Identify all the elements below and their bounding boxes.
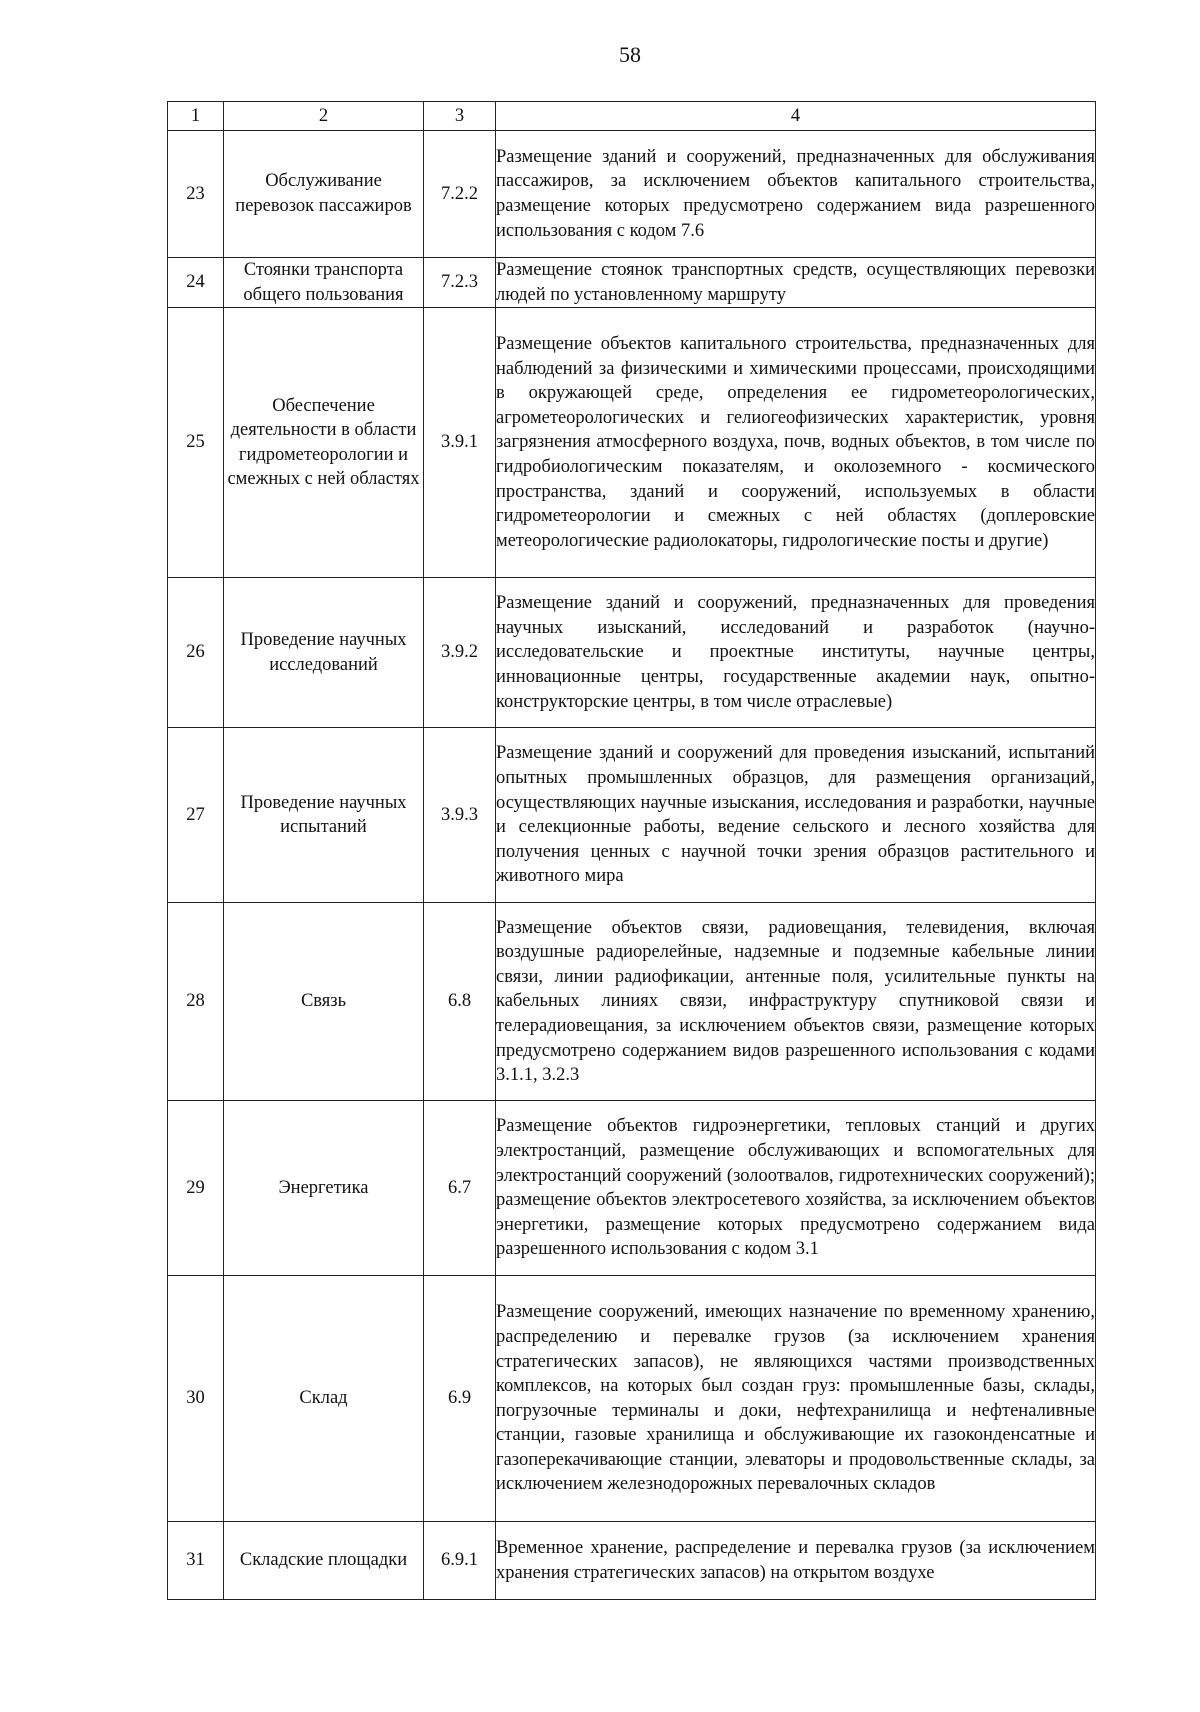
row-name: Обеспечение деятельности в области гидрометеорологии и смежных с ней областях <box>224 308 424 578</box>
row-name: Стоянки транспорта общего пользования <box>224 258 424 308</box>
row-code: 6.8 <box>424 903 496 1101</box>
row-name: Проведение научных исследований <box>224 578 424 728</box>
row-description: Временное хранение, распределение и перевалка грузов (за исключением хранения стратегических запасов) на открытом воздухе <box>496 1522 1096 1600</box>
header-col-4: 4 <box>496 102 1096 131</box>
row-code: 7.2.3 <box>424 258 496 308</box>
table-header-row <box>168 102 1096 131</box>
row-code: 3.9.2 <box>424 578 496 728</box>
row-number: 25 <box>168 308 224 578</box>
row-description: Размещение стоянок транспортных средств, осуществляющих перевозки людей по установленному маршруту <box>496 258 1096 308</box>
row-description: Размещение зданий и сооружений, предназначенных для обслуживания пассажиров, за исключением объектов капитального строительства, размещение которых предусмотрено содержанием вида разрешенного использования с кодом 7.6 <box>496 131 1096 258</box>
table-row <box>168 308 1096 578</box>
row-code: 3.9.1 <box>424 308 496 578</box>
table-row <box>168 903 1096 1101</box>
table-row <box>168 131 1096 258</box>
row-name: Склад <box>224 1276 424 1522</box>
header-col-2: 2 <box>224 102 424 131</box>
table-row <box>168 1276 1096 1522</box>
row-name: Связь <box>224 903 424 1101</box>
row-code: 6.9 <box>424 1276 496 1522</box>
row-number: 26 <box>168 578 224 728</box>
table-row <box>168 1522 1096 1600</box>
table-row <box>168 1101 1096 1276</box>
row-code: 6.9.1 <box>424 1522 496 1600</box>
row-description: Размещение зданий и сооружений, предназначенных для проведения научных изысканий, исследований и разработок (научно-исследовательские и проектные институты, научные центры, инновационные центры, государственные академии наук, опытно-конструкторские центры, в том числе отраслевые) <box>496 578 1096 728</box>
row-description: Размещение зданий и сооружений для проведения изысканий, испытаний опытных промышленных образцов, для размещения организаций, осуществляющих научные изыскания, исследования и разработки, научные и селекционные работы, ведение сельского и лесного хозяйства для получения ценных с научной точки зрения образцов растительного и животного мира <box>496 728 1096 903</box>
row-description: Размещение объектов капитального строительства, предназначенных для наблюдений за физическими и химическими процессами, происходящими в окружающей среде, определения ее гидрометеорологических, агрометеорологических и гелиогеофизических характеристик, уровня загрязнения атмосферного воздуха, почв, водных объектов, в том числе по гидробиологическим показателям, и околоземного - космического пространства, зданий и сооружений, используемых в области гидрометеорологии и смежных с ней областях (доплеровские метеорологические радиолокаторы, гидрологические посты и другие) <box>496 308 1096 578</box>
row-number: 24 <box>168 258 224 308</box>
row-description: Размещение объектов связи, радиовещания, телевидения, включая воздушные радиорелейные, надземные и подземные кабельные линии связи, линии радиофикации, антенные поля, усилительные пункты на кабельных линиях связи, инфраструктуру спутниковой связи и телерадиовещания, за исключением объектов связи, размещение которых предусмотрено содержанием видов разрешенного использования с кодами 3.1.1, 3.2.3 <box>496 903 1096 1101</box>
row-name: Обслуживание перевозок пассажиров <box>224 131 424 258</box>
row-number: 27 <box>168 728 224 903</box>
row-code: 7.2.2 <box>424 131 496 258</box>
table-row <box>168 728 1096 903</box>
row-number: 28 <box>168 903 224 1101</box>
table-row <box>168 258 1096 308</box>
row-number: 29 <box>168 1101 224 1276</box>
row-name: Энергетика <box>224 1101 424 1276</box>
row-name: Складские площадки <box>224 1522 424 1600</box>
row-number: 30 <box>168 1276 224 1522</box>
row-code: 3.9.3 <box>424 728 496 903</box>
header-col-1: 1 <box>168 102 224 131</box>
classification-table <box>167 101 1096 1600</box>
table-row <box>168 578 1096 728</box>
row-number: 23 <box>168 131 224 258</box>
page-number: 58 <box>619 42 641 67</box>
row-description: Размещение сооружений, имеющих назначение по временному хранению, распределению и перевалке грузов (за исключением хранения стратегических запасов), не являющихся частями производственных комплексов, на которых был создан груз: промышленные базы, склады, погрузочные терминалы и доки, нефтехранилища и нефтеналивные станции, газовые хранилища и обслуживающие их газоконденсатные и газоперекачивающие станции, элеваторы и продовольственные склады, за исключением железнодорожных перевалочных складов <box>496 1276 1096 1522</box>
row-name: Проведение научных испытаний <box>224 728 424 903</box>
row-number: 31 <box>168 1522 224 1600</box>
row-code: 6.7 <box>424 1101 496 1276</box>
header-col-3: 3 <box>424 102 496 131</box>
row-description: Размещение объектов гидроэнергетики, тепловых станций и других электростанций, размещение обслуживающих и вспомогательных для электростанций сооружений (золоотвалов, гидротехнических сооружений); размещение объектов электросетевого хозяйства, за исключением объектов энергетики, размещение которых предусмотрено содержанием вида разрешенного использования с кодом 3.1 <box>496 1101 1096 1276</box>
